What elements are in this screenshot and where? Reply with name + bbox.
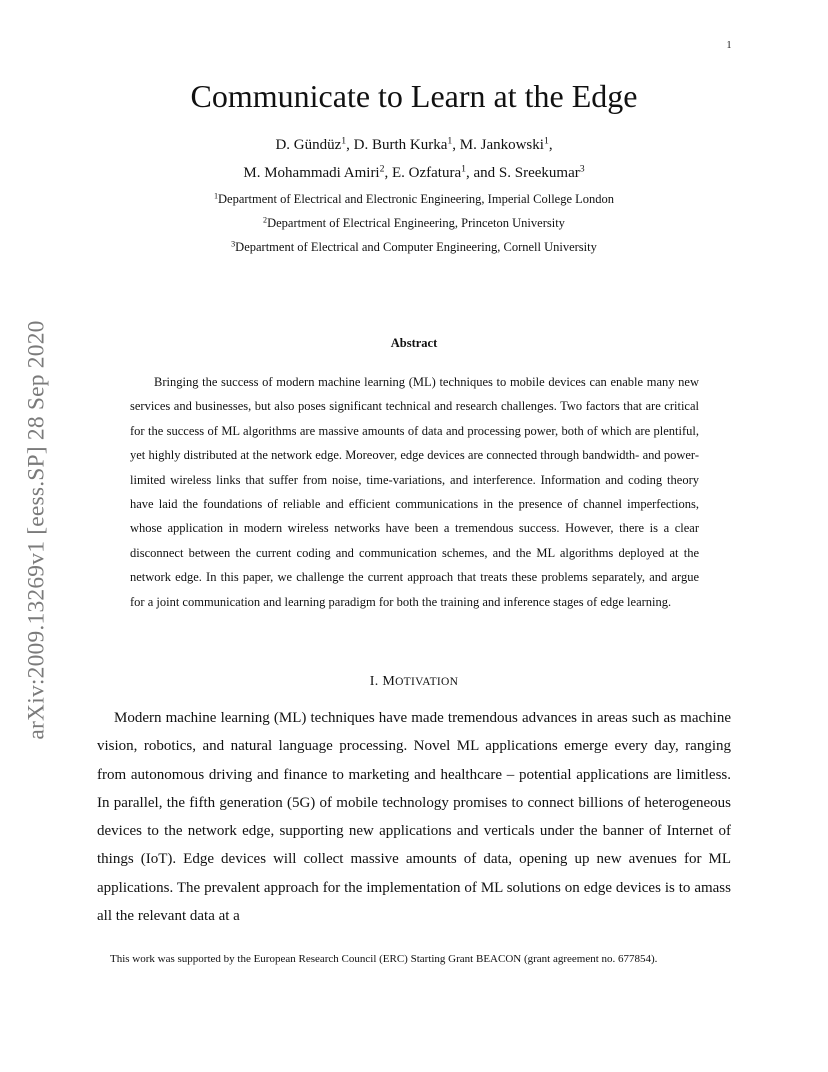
affiliation-2 [0, 215, 828, 231]
arxiv-stamp: arXiv:2009.13269v1 [eess.SP] 28 Sep 2020 [23, 320, 50, 740]
affiliation-text: Department of Electrical and Computer Engineering, Cornell University [235, 240, 597, 254]
affiliation-1 [0, 191, 828, 207]
author-separator: , [384, 165, 392, 181]
author-name: D. Burth Kurka [353, 137, 448, 153]
paper-title: Communicate to Learn at the Edge [190, 78, 638, 114]
affiliation-3 [0, 239, 828, 255]
section-number: I. [369, 674, 379, 689]
affiliation-mark: 1 [213, 191, 219, 201]
section-title-initial: M [382, 674, 396, 689]
affiliation-mark: 3 [579, 163, 585, 175]
abstract-text: Bringing the success of modern machine learning (ML) techniques to mobile devices can enable many new services and businesses, but also poses significant technical and research challenges. Two factors that are critical for the success of ML algorithms are massive amounts of data and processing power, both of which are plentiful, yet highly distributed at the network edge. Moreover, edge devices are connected through bandwidth- and power-limited wireless links that suffer from noise, time-variations, and interference. Information and coding theory have laid the foundations of reliable and efficient communications in the presence of channel imperfections, whose application in modern wireless networks have been a tremendous success. However, there is a clear disconnect between the current coding and communication schemes, and the ML algorithms deployed at the network edge. In this paper, we challenge the current approach that treats these problems separately, and argue for a joint communication and learning paradigm for both the training and inference stages of edge learning. [130, 375, 699, 609]
affiliation-mark: 1 [543, 135, 549, 147]
body-paragraph: Modern machine learning (ML) techniques have made tremendous advances in areas such as machine vision, robotics, and natural language processing. Novel ML applications emerge every day, ranging from autonomous driving and finance to marketing and healthcare – potential applications are limitless. In parallel, the fifth generation (5G) of mobile technology promises to connect billions of heterogeneous devices to the network edge, supporting new applications and verticals under the banner of Internet of things (IoT). Edge devices will collect massive amounts of data, opening up new avenues for ML applications. The prevalent approach for the implementation of ML solutions on edge devices is to amass all the relevant data at a [97, 710, 731, 925]
abstract-heading: Abstract [390, 336, 438, 350]
page-number: 1 [726, 40, 732, 51]
author-separator: , [452, 137, 460, 153]
author-separator: , and [466, 165, 499, 181]
affiliation-mark: 2 [379, 163, 385, 175]
affiliation-mark: 1 [461, 163, 466, 175]
affiliation-mark: 1 [447, 135, 453, 147]
affiliation-mark: 1 [341, 135, 347, 147]
author-name: M. Jankowski [459, 137, 544, 153]
affiliation-text: Department of Electrical Engineering, Princeton University [267, 216, 565, 230]
affiliation-text: Department of Electrical and Electronic Engineering, Imperial College London [218, 192, 615, 206]
affiliation-mark: 2 [263, 215, 268, 225]
section-heading [0, 674, 828, 690]
author-name: S. Sreekumar [498, 165, 580, 181]
author-line-1 [0, 135, 828, 155]
author-separator: , [346, 137, 354, 153]
author-name: M. Mohammadi Amiri [243, 165, 380, 181]
author-separator: , [548, 137, 553, 153]
author-line-2 [0, 163, 828, 183]
affiliation-mark: 3 [231, 239, 236, 249]
author-name: E. Ozfatura [391, 165, 462, 181]
section-title-rest: OTIVATION [395, 676, 459, 688]
author-name: D. Gündüz [275, 137, 342, 153]
funding-footnote: This work was supported by the European Research Council (ERC) Starting Grant BEACON (grant agreement no. 677854). [110, 953, 658, 965]
